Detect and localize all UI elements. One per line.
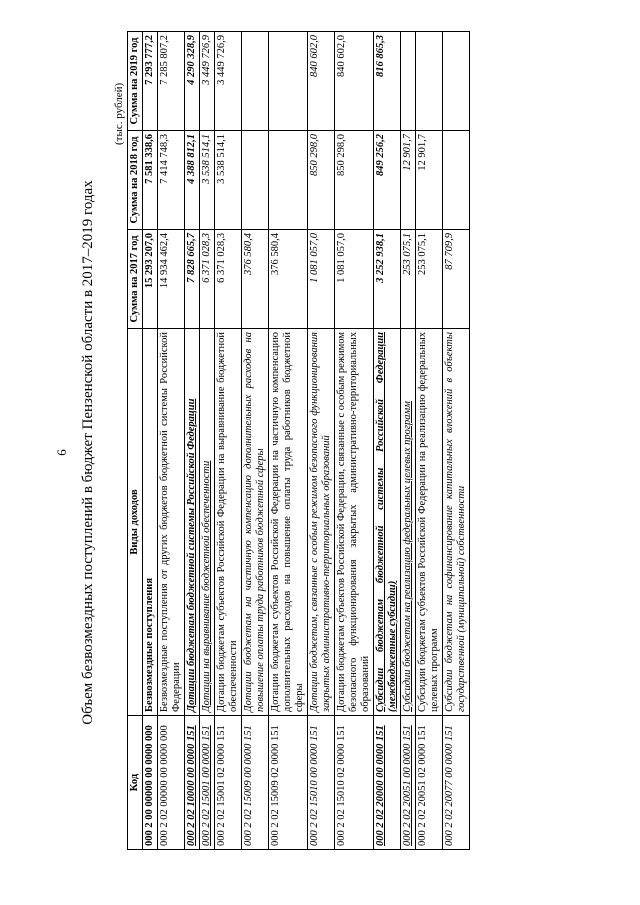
table-row (158, 32, 185, 850)
row-code: 000 2 02 15009 00 0000 151 (242, 716, 269, 850)
table-row (185, 32, 200, 850)
row-sum-2017: 376 580,4 (269, 230, 308, 329)
row-name: Дотации бюджетам на частичную компенсацию дополнительных расходов на повышение оплаты труда работников бюджетной сферы (242, 329, 269, 716)
row-sum-2019: 7 285 807,2 (158, 32, 185, 131)
row-sum-2017: 376 580,4 (242, 230, 269, 329)
row-name: Субсидии бюджетам на реализацию федеральных целевых программ (401, 329, 416, 716)
row-name: Дотации бюджетам бюджетной системы Российской Федерации (185, 329, 200, 716)
table-row (215, 32, 242, 850)
row-code: 000 2 02 15001 00 0000 151 (200, 716, 215, 850)
row-name: Субсидии бюджетам на софинансирование капитальных вложений в объекты государственной (муниципальной) собственности (443, 329, 470, 716)
row-sum-2017: 15 293 207,0 (143, 230, 158, 329)
row-sum-2018: 850 298,0 (335, 131, 374, 230)
row-sum-2018: 3 538 514,1 (200, 131, 215, 230)
row-sum-2018: 12 901,7 (416, 131, 443, 230)
row-sum-2018: 4 388 812,1 (185, 131, 200, 230)
budget-revenue-table (127, 31, 470, 850)
row-code: 000 2 02 15010 02 0000 151 (335, 716, 374, 850)
table-row (200, 32, 215, 850)
row-sum-2018: 849 256,2 (374, 131, 401, 230)
row-code: 000 2 02 20051 02 0000 151 (416, 716, 443, 850)
row-code: 000 2 02 20051 00 0000 151 (401, 716, 416, 850)
document-title: Объем безвозмездных поступлений в бюджет Пензенской области в 2017–2019 годах (80, 180, 96, 725)
row-sum-2018: 12 901,7 (401, 131, 416, 230)
row-sum-2018 (443, 131, 470, 230)
row-sum-2019: 840 602,0 (308, 32, 335, 131)
row-code: 000 2 02 00000 00 0000 000 (158, 716, 185, 850)
row-sum-2019: 4 290 328,9 (185, 32, 200, 131)
row-sum-2019 (443, 32, 470, 131)
table-row (443, 32, 470, 850)
row-sum-2019: 840 602,0 (335, 32, 374, 131)
row-sum-2018: 850 298,0 (308, 131, 335, 230)
header-name: Виды доходов (128, 329, 143, 716)
page-number: 6 (54, 449, 69, 456)
table-row (143, 32, 158, 850)
row-code: 000 2 02 20077 00 0000 151 (443, 716, 470, 850)
row-sum-2017: 3 252 938,1 (374, 230, 401, 329)
row-sum-2017: 1 081 057,0 (335, 230, 374, 329)
row-code: 000 2 02 10000 00 0000 151 (185, 716, 200, 850)
row-name: Дотации бюджетам субъектов Российской Федерации на частичную компенсацию дополнительных расходов на повышение оплаты труда работников бюджетной сферы (269, 329, 308, 716)
units-note: (тыс. рублей) (113, 82, 125, 145)
row-sum-2019 (269, 32, 308, 131)
row-sum-2017: 6 371 028,3 (215, 230, 242, 329)
table-row (269, 32, 308, 850)
table-body (143, 32, 470, 850)
table-row (335, 32, 374, 850)
row-name: Субсидии бюджетам бюджетной системы Российской Федерации (межбюджетные субсидии) (374, 329, 401, 716)
row-name: Дотации бюджетам субъектов Российской Федерации, связанные с особым режимом безопасного функционирования закрытых административно-территориальных образований (335, 329, 374, 716)
header-sum-2019: Сумма на 2019 год (128, 32, 143, 131)
row-sum-2017: 87 709,9 (443, 230, 470, 329)
row-sum-2019 (401, 32, 416, 131)
row-name: Дотации бюджетам субъектов Российской Федерации на выравнивание бюджетной обеспеченности (215, 329, 242, 716)
table-row (374, 32, 401, 850)
row-code: 000 2 00 00000 00 0000 000 (143, 716, 158, 850)
table-row (416, 32, 443, 850)
row-code: 000 2 02 15010 00 0000 151 (308, 716, 335, 850)
row-name: Субсидии бюджетам субъектов Российской Федерации на реализацию федеральных целевых программ (416, 329, 443, 716)
row-code: 000 2 02 15009 02 0000 151 (269, 716, 308, 850)
row-sum-2018: 7 414 748,3 (158, 131, 185, 230)
row-code: 000 2 02 15001 02 0000 151 (215, 716, 242, 850)
row-sum-2017: 6 371 028,3 (200, 230, 215, 329)
row-sum-2017: 14 934 462,4 (158, 230, 185, 329)
table-header-row (128, 32, 143, 850)
header-code: Код (128, 716, 143, 850)
table-row (308, 32, 335, 850)
row-sum-2017: 7 828 665,7 (185, 230, 200, 329)
row-name: Безвозмездные поступления (143, 329, 158, 716)
header-sum-2017: Сумма на 2017 год (128, 230, 143, 329)
row-name: Безвозмездные поступления от других бюджетов бюджетной системы Российской Федерации (158, 329, 185, 716)
table-row (242, 32, 269, 850)
row-sum-2019 (242, 32, 269, 131)
row-sum-2018: 3 538 514,1 (215, 131, 242, 230)
row-name: Дотации на выравнивание бюджетной обеспеченности (200, 329, 215, 716)
row-sum-2019: 7 293 777,2 (143, 32, 158, 131)
row-code: 000 2 02 20000 00 0000 151 (374, 716, 401, 850)
row-name: Дотации бюджетам, связанные с особым режимом безопасного функционирования закрытых административно-территориальных образований (308, 329, 335, 716)
row-sum-2018 (242, 131, 269, 230)
row-sum-2017: 253 075,1 (416, 230, 443, 329)
header-sum-2018: Сумма на 2018 год (128, 131, 143, 230)
row-sum-2019 (416, 32, 443, 131)
row-sum-2018 (269, 131, 308, 230)
table-row (401, 32, 416, 850)
row-sum-2019: 3 449 726,9 (215, 32, 242, 131)
row-sum-2019: 816 865,3 (374, 32, 401, 131)
row-sum-2017: 253 075,1 (401, 230, 416, 329)
row-sum-2019: 3 449 726,9 (200, 32, 215, 131)
row-sum-2018: 7 581 338,6 (143, 131, 158, 230)
row-sum-2017: 1 081 057,0 (308, 230, 335, 329)
